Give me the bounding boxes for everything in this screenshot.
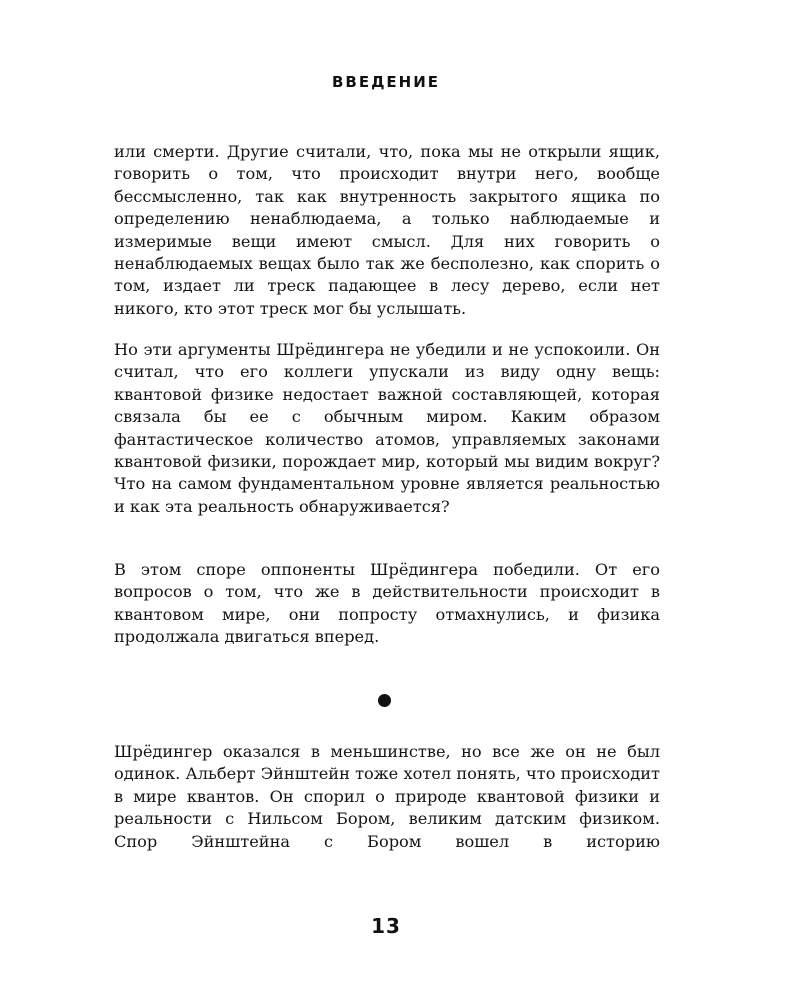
page-number: 13 xyxy=(371,914,401,938)
text-block xyxy=(114,559,660,649)
text-block xyxy=(114,339,660,518)
text-block xyxy=(114,141,660,320)
text-block xyxy=(114,741,660,853)
section-break-dot-icon xyxy=(378,694,391,707)
paragraph: или смерти. Другие считали, что, пока мы не открыли ящик, говорить о том, что происходит внутри него, вообще бессмысленно, так как внутренность закрытого ящика по определению ненаблюдаема, а только наблюдаемые и измеримые вещи имеют смысл. Для них говорить о ненаблюдаемых вещах было так же бесполезно, как спорить о том, издает ли треск падающее в лесу дерево, если нет никого, кто этот треск мог бы услышать. xyxy=(114,142,660,318)
paragraph: Шрёдингер оказался в меньшинстве, но все же он не был одинок. Альберт Эйнштейн тоже хотел понять, что происходит в мире квантов. Он спорил о природе квантовой физики и реальности с Нильсом Бором, великим датским физиком. Спор Эйнштейна с Бором вошел в историю xyxy=(114,742,660,851)
running-head-title: ВВЕДЕНИЕ xyxy=(331,73,441,91)
paragraph: Но эти аргументы Шрёдингера не убедили и не успокоили. Он считал, что его коллеги упускали из виду одну вещь: квантовой физике недостает важной составляющей, которая связала бы ее с обычным миром. Каким образом фантастическое количество атомов, управляемых законами квантовой физики, порождает мир, который мы видим вокруг? Что на самом фундаментальном уровне является реальностью и как эта реальность обнаруживается? xyxy=(114,340,660,516)
paragraph: В этом споре оппоненты Шрёдингера победили. От его вопросов о том, что же в действительности происходит в квантовом мире, они попросту отмахнулись, и физика продолжала двигаться вперед. xyxy=(114,560,660,647)
